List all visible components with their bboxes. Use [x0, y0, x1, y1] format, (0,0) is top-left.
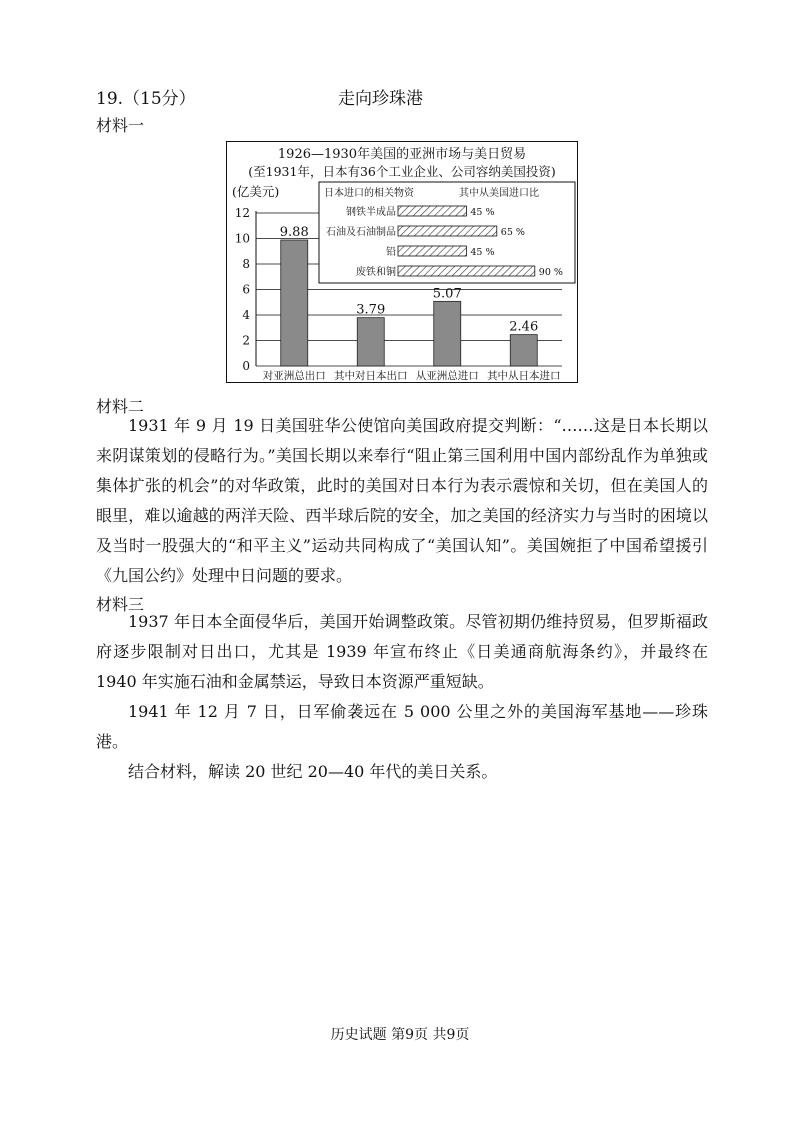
- inset-bar: [398, 226, 497, 236]
- x-category-label: 其中从日本进口: [487, 370, 561, 382]
- x-axis-labels: [263, 369, 561, 382]
- inset-item-label: 废铁和铜: [356, 267, 396, 278]
- inset-value-label: 90 %: [538, 267, 563, 278]
- inset-header-left: 日本进口的相关物资: [324, 188, 414, 199]
- x-category-label: 从亚洲总进口: [415, 370, 479, 382]
- inset-header-right: 其中从美国进口比: [459, 188, 539, 199]
- x-category-label: 对亚洲总出口: [262, 370, 326, 382]
- material-3-label: 材料三: [96, 595, 145, 614]
- inset-item-label: 石油及石油制品: [326, 227, 396, 238]
- inset-bar: [398, 246, 466, 256]
- inset-bar: [398, 206, 466, 216]
- y-tick-label: 10: [234, 231, 250, 246]
- bar: [434, 301, 461, 366]
- trade-chart: [226, 141, 578, 383]
- material-3-text: [96, 607, 708, 787]
- y-tick-label: 8: [242, 257, 250, 271]
- chart-subtitle: (至1931年，日本有36个工业企业、公司容纳美国投资): [248, 164, 556, 179]
- material-3-paragraph-1: 1937 年日本全面侵华后，美国开始调整政策。尽管初期仍维持贸易，但罗斯福政府逐步限制对日出口，尤其是 1939 年宣布终止《日美通商航海条约》，并最终在 1940 年实施石油和金属禁运，导致日本资源严重短缺。: [96, 612, 708, 691]
- bar: [357, 318, 384, 366]
- material-3-paragraph-2: 1941 年 12 月 7 日，日军偷袭远在 5 000 公里之外的美国海军基地——珍珠港。: [96, 702, 708, 751]
- x-category-label: 其中对日本出口: [334, 370, 408, 382]
- bar-data-label: 9.88: [279, 225, 309, 241]
- chart-title: 1926—1930年美国的亚洲市场与美日贸易: [277, 147, 527, 162]
- material-2-label: 材料二: [96, 397, 145, 416]
- question-number: 19.（15分）: [96, 89, 196, 109]
- y-axis-label: (亿美元): [232, 184, 280, 199]
- inset-item-label: 钢铁半成品: [346, 207, 396, 218]
- y-tick-label: 6: [242, 282, 250, 297]
- inset-bar: [398, 266, 535, 276]
- bar-data-label: 3.79: [356, 302, 386, 318]
- material-2-text: [96, 411, 708, 591]
- inset-value-label: 65 %: [500, 227, 525, 238]
- bar-data-label: 5.07: [432, 286, 462, 302]
- material-1-label: 材料一: [96, 116, 145, 135]
- question-prompt: 结合材料，解读 20 世纪 20—40 年代的美日关系。: [128, 762, 498, 781]
- import-share-inset: [319, 182, 575, 283]
- material-2-paragraph: 1931 年 9 月 19 日美国驻华公使馆向美国政府提交判断：“……这是日本长期以来阴谋策划的侵略行为。”美国长期以来奉行“阻止第三国利用中国内部纷乱作为单独或集体扩张的机会”的对华政策，此时的美国对日本行为表示震惊和关切，但在美国人的眼里，难以逾越的两洋天险、西半球后院的安全，加之美国的经济实力与当时的困境以及当时一股强大的“和平主义”运动共同构成了“美国认知”。美国婉拒了中国希望援引《九国公约》处理中日问题的要求。: [96, 416, 708, 585]
- page-footer: 历史试题 第9页 共9页: [330, 1027, 470, 1043]
- y-tick-label: 2: [242, 333, 250, 348]
- bar: [281, 240, 308, 366]
- question-title: 走向珍珠港: [338, 89, 423, 109]
- bar: [510, 335, 537, 366]
- inset-value-label: 45 %: [470, 207, 495, 218]
- inset-value-label: 45 %: [470, 247, 495, 258]
- bar-data-label: 2.46: [509, 319, 539, 335]
- y-tick-label: 0: [242, 359, 250, 373]
- y-tick-label: 12: [234, 206, 250, 220]
- y-tick-label: 4: [242, 308, 250, 322]
- inset-item-label: 铅: [386, 247, 396, 258]
